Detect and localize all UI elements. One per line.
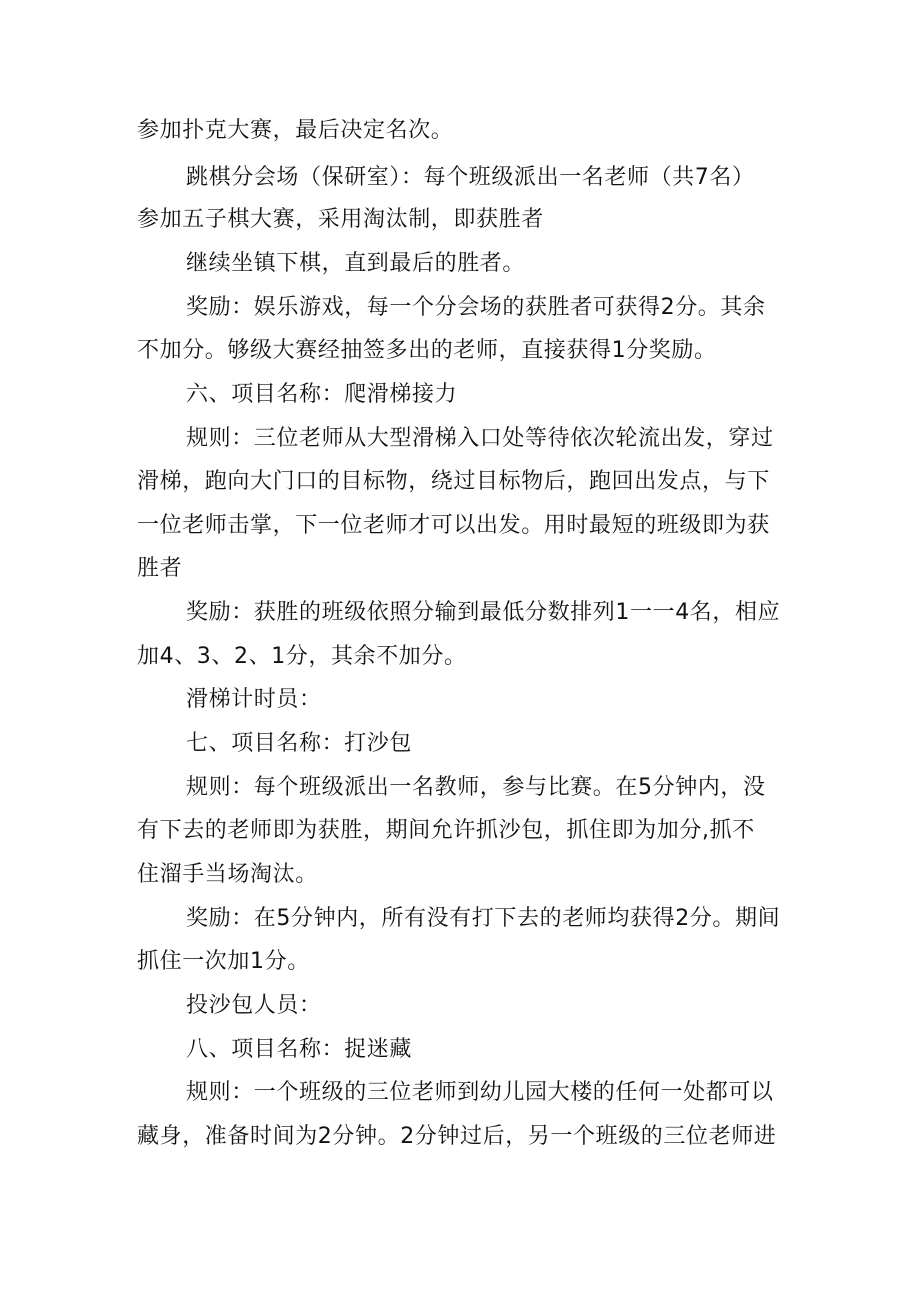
text-line: 投沙包人员： [186,993,322,1018]
text-line: 一位老师击掌，下一位老师才可以出发。用时最短的班级即为获 [137,513,770,538]
text-line: 胜者 [137,556,183,581]
text-line: 跳棋分会场（保研室）：每个班级派出一名老师（共7名） [186,165,755,190]
text-line: 抓住一次加1分。 [137,949,310,974]
text-line: 规则：三位老师从大型滑梯入口处等待依次轮流出发，穿过 [186,426,774,451]
section-heading: 八、项目名称：捉迷藏 [186,1037,413,1062]
text-line: 滑梯计时员： [186,687,322,712]
text-line: 规则：一个班级的三位老师到幼儿园大楼的任何一处都可以 [186,1080,774,1105]
text-line: 不加分。够级大赛经抽签多出的老师，直接获得1分奖励。 [137,338,717,363]
text-line: 奖励：在5分钟内，所有没有打下去的老师均获得2分。期间 [186,906,781,931]
text-line: 参加扑克大赛，最后决定名次。 [137,118,454,143]
text-line: 有下去的老师即为获胜，期间允许抓沙包，抓住即为加分,抓不 [137,818,755,843]
text-line: 滑梯，跑向大门口的目标物，绕过目标物后，跑回出发点，与下 [137,469,770,494]
text-line: 住溜手当场淘汰。 [137,862,318,887]
text-line: 奖励：娱乐游戏，每一个分会场的获胜者可获得2分。其余 [186,295,766,320]
text-line: 加4、3、2、1分，其余不加分。 [137,644,467,669]
text-line: 藏身，准备时间为2分钟。2分钟过后，另一个班级的三位老师进 [137,1124,777,1149]
section-heading: 六、项目名称：爬滑梯接力 [186,382,458,407]
text-line: 参加五子棋大赛，采用淘汰制，即获胜者 [137,207,544,232]
text-line: 继续坐镇下棋，直到最后的胜者。 [186,251,526,276]
text-line: 规则：每个班级派出一名教师，参与比赛。在5分钟内，没 [186,775,766,800]
section-heading: 七、项目名称：打沙包 [186,731,413,756]
text-line: 奖励：获胜的班级依照分输到最低分数排列1一一4名，相应 [186,600,781,625]
